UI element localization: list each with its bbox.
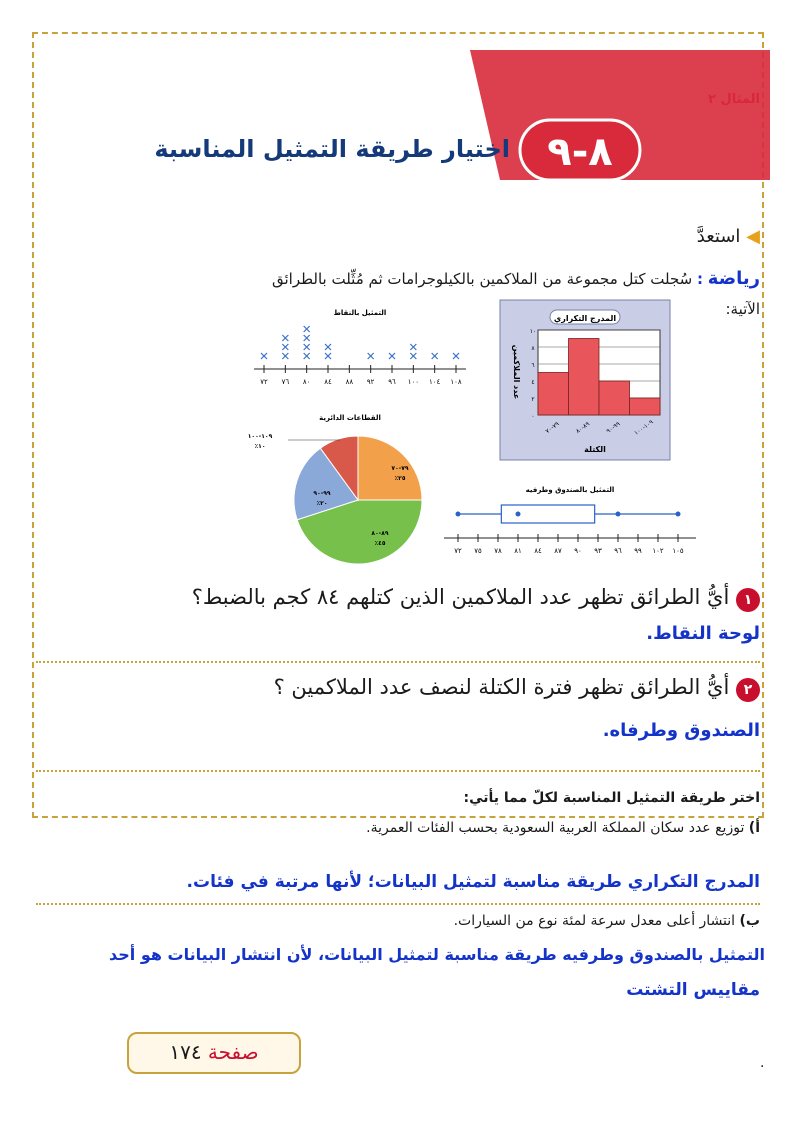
line-plot-point: [304, 335, 310, 341]
line-plot-point: [325, 353, 331, 359]
box-plot-tick-label: ٧٢: [454, 547, 462, 555]
pie-slice: [358, 436, 422, 500]
box-plot-tick-label: ٩٣: [594, 547, 602, 555]
histogram-chart: [500, 300, 670, 460]
box-plot-point: [516, 512, 521, 517]
line-plot-point: [304, 344, 310, 350]
intro-text-1: سُجلت كتل مجموعة من الملاكمين بالكيلوجرامات ثم مُثِّلت بالطرائق: [271, 270, 693, 288]
exercise-b-label: ب): [739, 913, 760, 929]
box-plot-point: [676, 512, 681, 517]
line-plot-tick-label: ٩٢: [366, 378, 375, 386]
separator: [36, 661, 760, 663]
box-plot-point: [456, 512, 461, 517]
exercise-heading: اختر طريقة التمثيل المناسبة لكلّ مما يأتي:: [463, 790, 760, 806]
answer-2: الصندوق وطرفاه.: [602, 720, 760, 741]
box-plot-tick-label: ٩٩: [634, 547, 642, 555]
box-plot-title: التمثيل بالصندوق وطرفيه: [525, 486, 615, 494]
histogram-y-tick: ٨: [531, 345, 535, 352]
pie-title: القطاعات الدائرية: [319, 414, 381, 422]
line-plot-tick-label: ٨٠: [302, 378, 311, 386]
box-plot-tick-label: ١٠٢: [652, 547, 664, 555]
line-plot-point: [325, 344, 331, 350]
line-plot-point: [389, 353, 395, 359]
box-plot-tick-label: ١٠٥: [672, 547, 684, 555]
pie-chart: [247, 410, 430, 570]
box-plot-tick-label: ٩٠: [574, 547, 582, 555]
box-plot-chart: [440, 480, 700, 560]
exercise-a: [200, 820, 760, 836]
histogram-x-tick: ٨٩-٨٠: [574, 420, 592, 435]
page-number-badge: [127, 1032, 301, 1074]
pie-slice-label: ٩٩-٩٠: [313, 490, 331, 497]
line-plot-point: [432, 353, 438, 359]
question-1-text: أيُّ الطرائق تظهر عدد الملاكمين الذين كتلهم ٨٤ كجم بالضبط؟: [191, 585, 730, 609]
exercise-a-text: توزيع عدد سكان المملكة العربية السعودية بحسب الفئات العمرية.: [366, 820, 745, 836]
histogram-y-tick: ٤: [531, 379, 535, 386]
histogram-x-tick: ٧٩-٧٠: [544, 420, 561, 435]
pie-slice-label: ٧٩-٧٠: [391, 465, 409, 472]
line-plot-tick-label: ١٠٨: [450, 378, 462, 386]
histogram-x-tick: ٩٩-٩٠: [605, 420, 622, 435]
histogram-bar: [599, 381, 630, 415]
line-plot-tick-label: ١٠٤: [429, 378, 441, 386]
answer-1: لوحة النقاط.: [646, 623, 760, 644]
histogram-y-tick: ٦: [531, 362, 535, 369]
get-ready-text: استعدَّ: [696, 226, 741, 247]
line-plot-chart: [250, 305, 470, 395]
question-1: [80, 585, 760, 612]
question-1-badge: ١: [736, 588, 760, 612]
pie-slice-percent: ٪٢٥: [394, 475, 406, 482]
line-plot-title: التمثيل بالنقاط: [333, 309, 387, 317]
line-plot-tick-label: ٨٤: [324, 378, 332, 386]
triangle-icon: ◀: [746, 226, 760, 247]
box-plot-tick-label: ٩٦: [614, 547, 622, 555]
histogram-x-tick: ١٠٩-١٠٠: [633, 418, 655, 437]
lesson-title: اختيار طريقة التمثيل المناسبة: [154, 135, 510, 163]
line-plot-tick-label: ٧٢: [260, 378, 268, 386]
pie-slice-label: ١٠٩-١٠٠: [247, 433, 273, 440]
page-number: ١٧٤: [169, 1040, 202, 1064]
line-plot-tick-label: ١٠٠: [407, 378, 419, 386]
exercise-a-answer: المدرج التكراري طريقة مناسبة لتمثيل البيانات؛ لأنها مرتبة في فئات.: [186, 872, 760, 892]
line-plot-point: [282, 353, 288, 359]
separator: [36, 770, 760, 772]
line-plot-tick-label: ٧٦: [281, 378, 290, 386]
box-plot-tick-label: ٨١: [514, 547, 522, 555]
box-plot-tick-label: ٨٧: [554, 547, 562, 555]
pie-slice-label: ٨٩-٨٠: [371, 530, 389, 537]
histogram-y-tick: ٠: [531, 413, 535, 420]
question-2-badge: ٢: [736, 678, 760, 702]
histogram-title: المدرج التكراري: [553, 314, 617, 323]
pie-slice-percent: ٪٤٥: [374, 540, 386, 547]
page-label: صفحة: [207, 1040, 259, 1064]
intro-line-1: رياضة : سُجلت كتل مجموعة من الملاكمين بالكيلوجرامات ثم مُثِّلت بالطرائق: [271, 268, 760, 289]
question-2-text: أيُّ الطرائق تظهر فترة الكتلة لنصف عدد الملاكمين ؟: [273, 675, 730, 699]
box-plot-tick-label: ٧٥: [474, 547, 482, 555]
histogram-bar: [630, 398, 661, 415]
box-plot-point: [616, 512, 621, 517]
lesson-number: ٨-٩: [547, 129, 613, 175]
separator: [36, 903, 760, 905]
line-plot-point: [410, 353, 416, 359]
exercise-b-answer-2: مقاييس التشتت: [626, 980, 760, 1000]
line-plot-tick-label: ٨٨: [345, 378, 354, 386]
line-plot-point: [304, 353, 310, 359]
intro-line-2: الآتية:: [725, 300, 760, 318]
pie-slice-percent: ٪١٠: [254, 443, 266, 450]
histogram-ylabel: عدد الملاكمين: [512, 344, 521, 400]
get-ready-label: [560, 226, 760, 247]
histogram-y-tick: ١٠: [529, 328, 537, 335]
box-plot-tick-label: ٧٨: [494, 547, 502, 555]
exercise-b: [200, 913, 760, 929]
line-plot-point: [453, 353, 459, 359]
line-plot-point: [261, 353, 267, 359]
histogram-xlabel: الكتلة: [584, 445, 606, 454]
box-plot-tick-label: ٨٤: [534, 547, 542, 555]
line-plot-point: [282, 335, 288, 341]
trailing-dot: .: [760, 1055, 765, 1071]
line-plot-point: [410, 344, 416, 350]
line-plot-point: [304, 326, 310, 332]
pie-slice-percent: ٪٢٠: [316, 500, 328, 507]
line-plot-point: [282, 344, 288, 350]
question-2: [80, 675, 760, 702]
exercise-b-text: انتشار أعلى معدل سرعة لمئة نوع من السيارات.: [453, 913, 736, 929]
exercise-b-answer-1: التمثيل بالصندوق وطرفيه طريقة مناسبة لتمثيل البيانات، لأن انتشار البيانات هو أحد: [109, 945, 765, 964]
line-plot-point: [368, 353, 374, 359]
box-plot-box: [501, 505, 594, 523]
histogram-bar: [538, 373, 569, 416]
histogram-bar: [569, 339, 600, 416]
sport-label: رياضة: [707, 268, 760, 289]
exercise-a-label: أ): [748, 820, 760, 836]
histogram-y-tick: ٢: [531, 396, 535, 403]
line-plot-tick-label: ٩٦: [388, 378, 396, 386]
